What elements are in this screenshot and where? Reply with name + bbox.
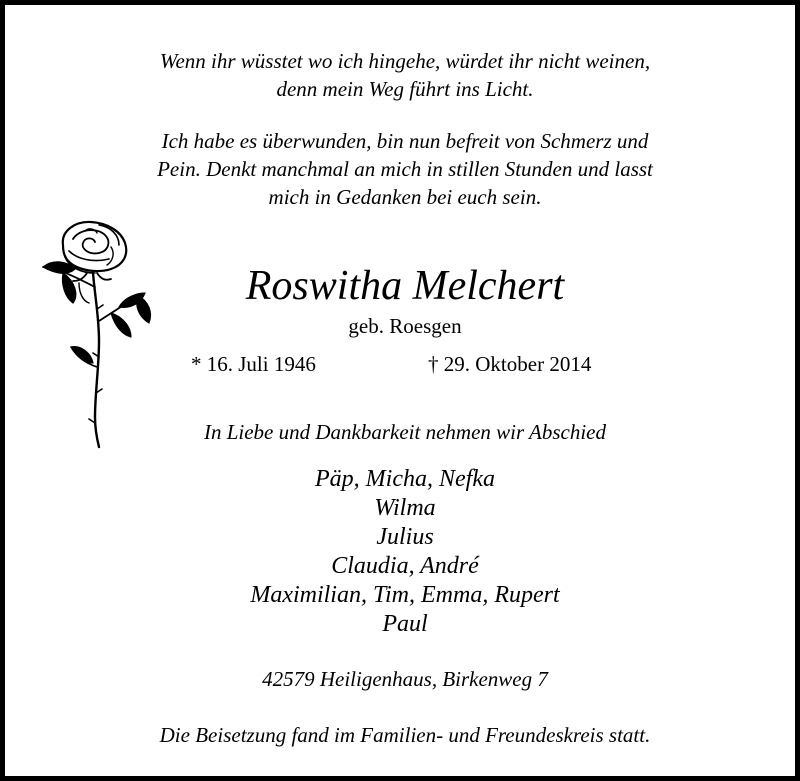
family-line-6: Paul: [382, 611, 428, 637]
family-line-3: Julius: [376, 524, 434, 550]
verse-line-4: Pein. Denkt manchmal an mich in stillen Stunden und lasst: [157, 157, 653, 181]
address: 42579 Heiligenhaus, Birkenweg 7: [262, 667, 548, 691]
family-line-1: Päp, Micha, Nefka: [315, 466, 495, 492]
verse-line-1: Wenn ihr wüsstet wo ich hingehe, würdet ihr nicht weinen,: [159, 49, 651, 73]
maiden-name: geb. Roesgen: [348, 314, 462, 338]
farewell-line: In Liebe und Dankbarkeit nehmen wir Abschied: [203, 420, 607, 444]
verse-line-5: mich in Gedanken bei euch sein.: [268, 185, 542, 209]
family-line-4: Claudia, André: [331, 553, 479, 579]
family-line-5: Maximilian, Tim, Emma, Rupert: [250, 582, 560, 608]
burial-note: Die Beisetzung fand im Familien- und Freundeskreis statt.: [159, 723, 651, 747]
family-line-2: Wilma: [374, 495, 436, 521]
deceased-name: Roswitha Melchert: [245, 263, 565, 309]
verse-line-3: Ich habe es überwunden, bin nun befreit von Schmerz und: [161, 129, 649, 153]
death-date: † 29. Oktober 2014: [428, 352, 592, 376]
verse-line-2: denn mein Weg führt ins Licht.: [276, 77, 534, 101]
birth-date: * 16. Juli 1946: [191, 352, 316, 376]
